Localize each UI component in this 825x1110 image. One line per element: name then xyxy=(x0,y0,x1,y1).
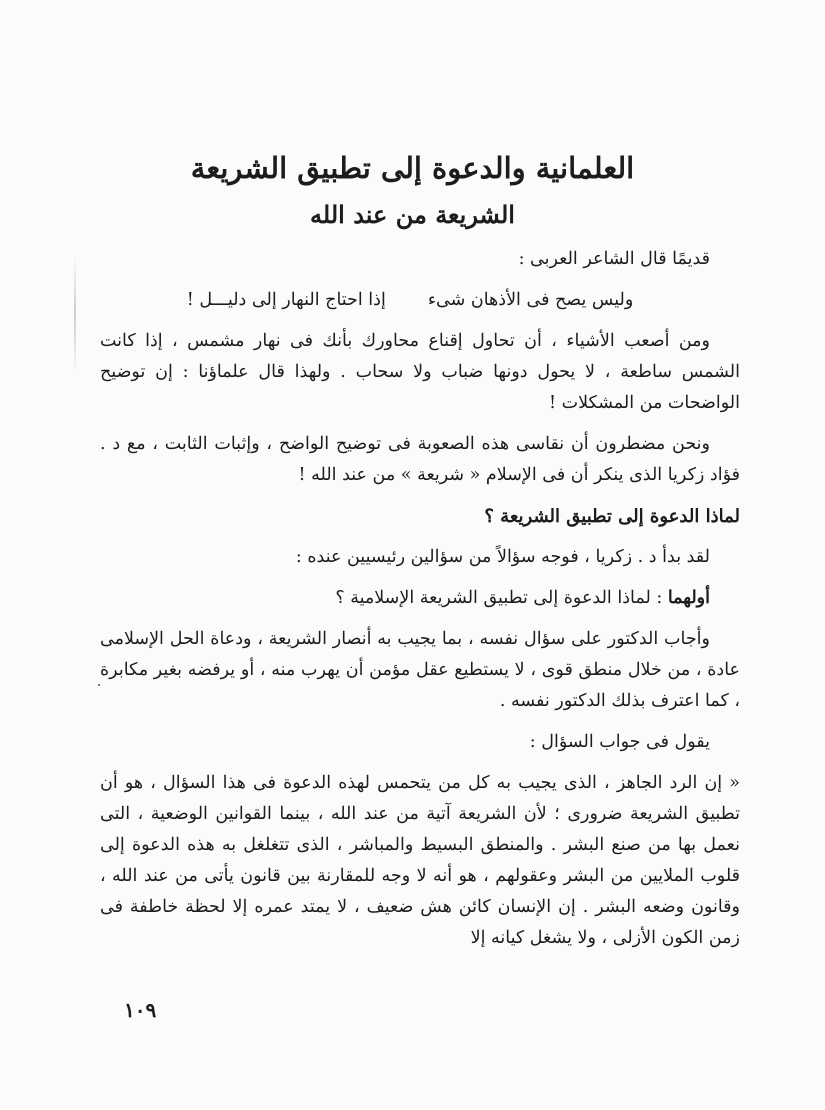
quoted-paragraph: « إن الرد الجاهز ، الذى يجيب به كل من يتحمس لهذه الدعوة فى هذا السؤال ، هو أن تطبيق الشريعة ضرورى ؛ لأن الشريعة آتية من عند الله ، بينما القوانين الوضعية ، التى نعمل بها من صنع البشر . والمنطق البسيط والمباشر ، الذى تتغلغل به هذه الدعوة إلى قلوب الملايين من البشر وعقولهم ، هو أنه لا وجه للمقارنة بين قانون يأتى من عند الله ، وقانون وضعه البشر . إن الإنسان كائن هش ضعيف ، لا يمتد عمره إلا لحظة خاطفة فى زمن الكون الأزلى ، ولا يشغل كيانه إلا xyxy=(100,773,740,948)
intro-paragraph: قديمًا قال الشاعر العربى : xyxy=(518,249,710,269)
chapter-subtitle: الشريعة من عند الله xyxy=(310,200,515,229)
chapter-title: العلمانية والدعوة إلى تطبيق الشريعة xyxy=(190,151,635,185)
paragraph-1: ومن أصعب الأشياء ، أن تحاول إقناع محاورك بأنك فى نهار مشمس ، إذا كانت الشمس ساطعة ، لا يحول دونها ضباب ولا سحاب . ولهذا قال علماؤنا : إن توضيح الواضحات من المشكلات ! xyxy=(100,331,740,413)
section-heading: لماذا الدعوة إلى تطبيق الشريعة ؟ xyxy=(484,506,740,527)
first-question-label: أولهما xyxy=(667,588,710,608)
poem-verse xyxy=(100,285,740,316)
scan-margin-mark xyxy=(74,255,76,375)
page-number: ١٠٩ xyxy=(124,998,157,1022)
verse-first-hemistich: وليس يصح فى الأذهان شىء xyxy=(427,290,634,310)
first-question-text: : لماذا الدعوة إلى تطبيق الشريعة الإسلامية ؟ xyxy=(335,588,663,608)
body-text xyxy=(100,244,740,964)
paragraph-2: ونحن مضطرون أن نقاسى هذه الصعوبة فى توضيح الواضح ، وإثبات الثابت ، مع د . فؤاد زكريا الذى ينكر أن فى الإسلام « شريعة » من عند الله ! xyxy=(100,434,740,485)
paragraph-4: وأجاب الدكتور على سؤال نفسه ، بما يجيب به أنصار الشريعة ، ودعاة الحل الإسلامى عادة ، من خلال منطق قوى ، لا يستطيع عقل مؤمن أن يهرب منه ، أو يرفضه بغير مكابرة ، كما اعترف بذلك الدكتور نفسه . xyxy=(100,629,740,711)
paragraph-5: يقول فى جواب السؤال : xyxy=(529,732,710,752)
first-question xyxy=(100,583,740,614)
verse-second-hemistich: إذا احتاج النهار إلى دليـــل ! xyxy=(186,290,386,310)
paragraph-3: لقد بدأ د . زكريا ، فوجه سؤالاً من سؤالين رئيسيين عنده : xyxy=(295,547,710,567)
